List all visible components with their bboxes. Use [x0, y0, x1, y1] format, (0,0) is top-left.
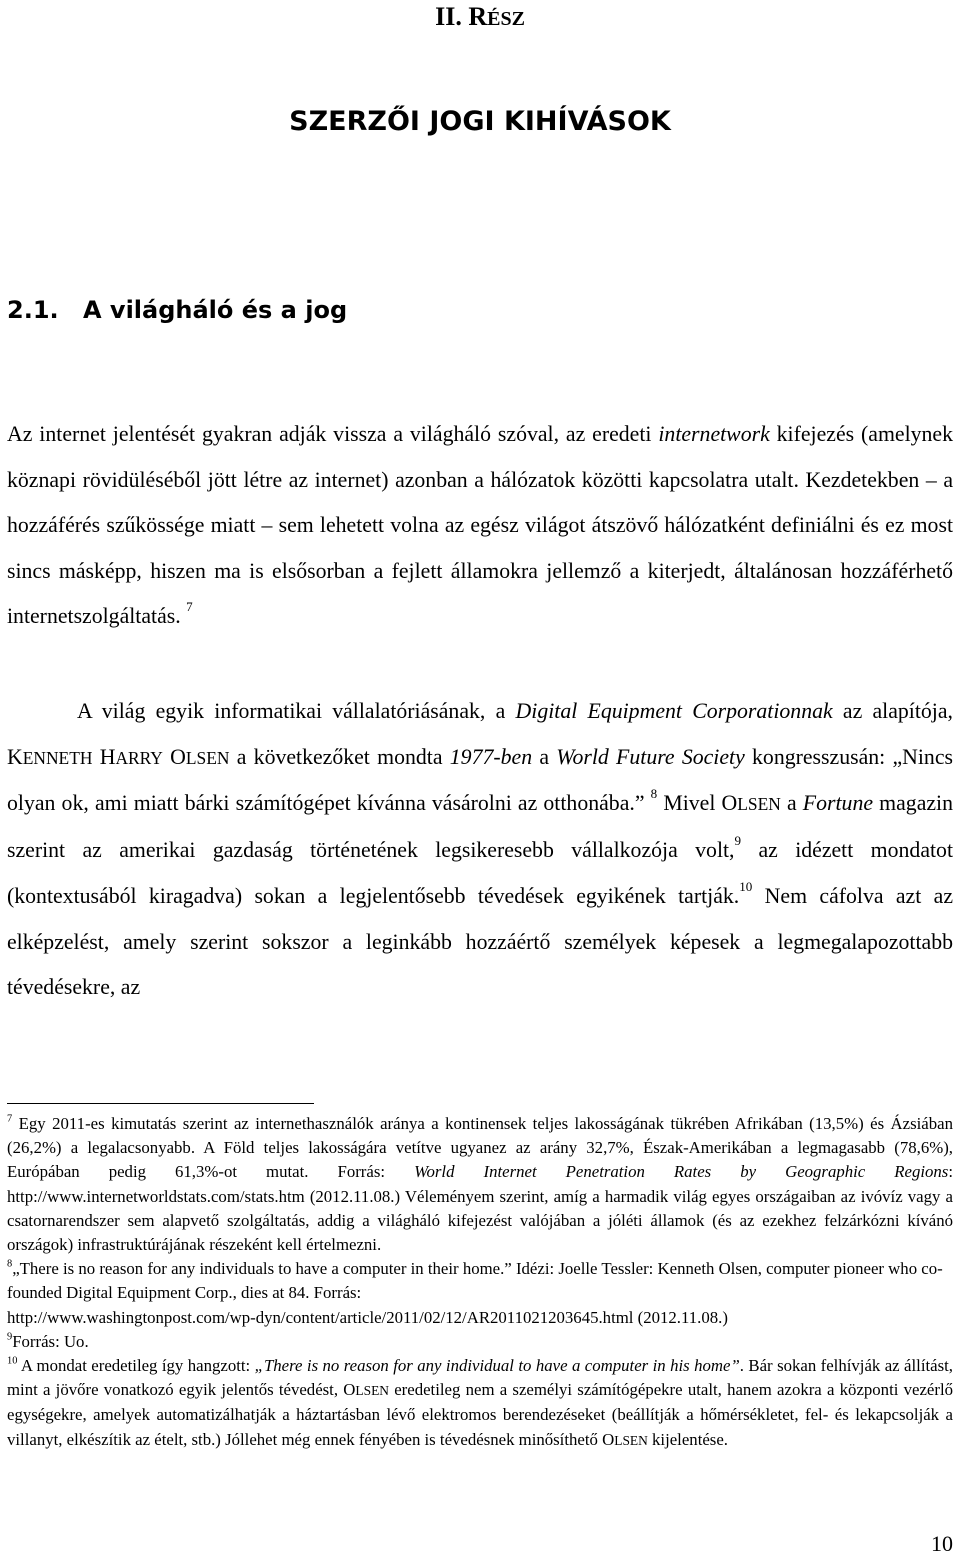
- section-number: 2.1.: [7, 296, 59, 324]
- section-heading: [7, 292, 347, 328]
- paragraph-1-italic-term: internetwork: [658, 422, 770, 446]
- company-name: Digital Equipment Corporationnak: [515, 699, 833, 723]
- part-word-rest: ÉSZ: [487, 8, 525, 30]
- paragraph-2-text-g: magazin szerint az amerikai gazdaság történetének legsikeresebb vállalkozója volt,: [7, 791, 953, 863]
- footnote-9: [7, 1330, 953, 1354]
- person-name-olsen: [7, 745, 229, 769]
- paragraph-2-text-f: a: [780, 791, 803, 816]
- chapter-title: SZERZŐI JOGI KIHÍVÁSOK: [289, 106, 671, 137]
- paragraph-2-quote: kongresszusán: „Nincs olyan ok, ami miatt bárki számítógépet kívánna vásárolni az otthonába.”: [7, 744, 953, 816]
- footnote-9-text: Forrás: Uo.: [12, 1331, 89, 1351]
- footnote-8-number: 8: [7, 1258, 13, 1270]
- magazine-name: Fortune: [802, 791, 874, 816]
- footnote-7-text-a: Egy 2011-es kimutatás szerint az internethasználók aránya a kontinensek teljes lakosságának tükrében Afrikában (13,5%) és Ázsiában (26,2%) a legalacsonyabb. A Föld teljes lakosságára vetítve ugyanez az arány 32,7%, Észak-Amerikában a legmagasabb (78,6%), Európában pedig 61,3%-ot mutat. Forrás:: [7, 1114, 953, 1182]
- paragraph-2-text-d: a: [532, 744, 557, 769]
- footnote-7-number: 7: [7, 1113, 13, 1125]
- name-rest-h: ARRY: [115, 747, 163, 768]
- footnote-separator: [7, 1103, 314, 1104]
- footnote-ref-10[interactable]: 10: [739, 879, 753, 895]
- olsen-initial: O: [721, 791, 738, 816]
- footnote-9-number: 9: [7, 1331, 13, 1343]
- footnote-ref-8[interactable]: 8: [650, 786, 658, 802]
- paragraph-2-text-b: az alapítója,: [832, 699, 953, 723]
- footnote-10-olsen2-initial: O: [602, 1429, 615, 1449]
- footnotes: [7, 1112, 953, 1453]
- footnote-10-olsen2-rest: LSEN: [614, 1432, 648, 1448]
- name-rest-k: ENNETH: [22, 747, 93, 768]
- paragraph-1: [7, 412, 953, 640]
- olsen-rest: LSEN: [737, 794, 781, 815]
- paragraph-2-text-a: A világ egyik informatikai vállalatóriásának, a: [77, 699, 516, 723]
- footnote-8-url[interactable]: http://www.washingtonpost.com/wp-dyn/content/article/2011/02/12/AR2011021203645.html (2012.11.08.): [7, 1307, 728, 1327]
- paragraph-1-text-b: kifejezés (amelynek köznapi rövidüléséből jött létre az internet) azonban a hálózatok közötti kapcsolatra utalt. Kezdetekben – a hozzáférés szűkössége miatt – sem lehetett volna az egész világot átszövő hálózatként definiálni és ez most sincs másképp, hiszen ma is elsősorban a fejlett államokra jellemző a kiterjedt, általánosan hozzáférhető internetszolgáltatás.: [7, 422, 953, 629]
- footnote-8: [7, 1257, 953, 1330]
- name-initial-k: K: [7, 744, 23, 769]
- part-roman: II.: [435, 2, 462, 31]
- footnote-7: [7, 1112, 953, 1257]
- name-initial-o: O: [170, 744, 186, 769]
- society-name: World Future Society: [556, 744, 745, 769]
- footnote-8-text: „There is no reason for any individuals to have a computer in their home.” Idézi: Joelle Tessler: Kenneth Olsen, computer pioneer who co-founded Digital Equipment Corp., dies at 84. Forrás:: [7, 1259, 943, 1303]
- paragraph-2-text-c: a következőket mondta: [229, 744, 450, 769]
- footnote-10-quote: „There is no reason for any individual to have a computer in his home”: [254, 1356, 740, 1376]
- footnote-10-olsen-rest: LSEN: [355, 1383, 389, 1399]
- paragraph-2-text-e: Mivel: [657, 791, 722, 816]
- name-initial-h: H: [99, 744, 116, 769]
- name-rest-o: LSEN: [185, 747, 230, 768]
- footnote-7-source-title: World Internet Penetration Rates by Geographic Regions: [414, 1162, 949, 1182]
- paragraph-2-text-i: Nem cáfolva azt az elképzelést, amely szerint sokszor a leginkább hozzáértő személyek képesek a legmegalapozottabb tévedésekre, az: [7, 883, 953, 1000]
- part-word-initial: R: [468, 2, 488, 31]
- footnote-10: [7, 1354, 953, 1453]
- footnote-10-text-d: kijelentése.: [647, 1429, 728, 1449]
- footnote-10-number: 10: [7, 1355, 18, 1367]
- footnote-10-text-a: A mondat eredetileg így hangzott:: [17, 1356, 255, 1376]
- footnote-ref-9[interactable]: 9: [734, 833, 742, 849]
- footnote-10-olsen-initial: O: [343, 1380, 356, 1400]
- footnote-10-text-c: eredetileg nem a személyi számítógépekre utalt, hanem azokra a központi vezérlő egységekre, amelyek automatizálhatják a háztartásban lévő elektromos berendezéseket (beállítják a hőmérsékletet, fel- és lekapcsolják a villanyt, elkészítik az ételt, stb.) Jóllehet még ennek fényében is tévedésnek minősíthető: [7, 1380, 954, 1449]
- page-number: 10: [931, 1531, 953, 1556]
- paragraph-1-text-a: Az internet jelentését gyakran adják vissza a világháló szóval, az eredeti: [7, 422, 659, 446]
- section-title: A világháló és a jog: [83, 296, 348, 324]
- footnote-10-text-b: . Bár sokan felhívják az állítást, mint a jövőre vonatkozó egyik jelentős tévedést,: [7, 1356, 953, 1400]
- paragraph-2-text-h: az idézett mondatot (kontextusából kiragadva) sokan a legjelentősebb tévedések egyikének tartják.: [7, 838, 954, 908]
- footnote-7-text-b: : http://www.internetworldstats.com/stats.htm (2012.11.08.) Véleményem szerint, amíg a harmadik világ egyes országaiban az ivóvíz vagy a csatornarendszer sem alapvető szolgáltatás, addig a világháló kifejezést valójában a jóléti államok (és az ezekhez felzárkózni kívánó országok) infrastruktúrájának részeként kell értelmezni.: [7, 1162, 954, 1255]
- footnote-ref-7[interactable]: 7: [186, 599, 193, 615]
- paragraph-2: [7, 689, 953, 1011]
- part-heading: [0, 0, 960, 36]
- year-italic: 1977-ben: [449, 744, 533, 769]
